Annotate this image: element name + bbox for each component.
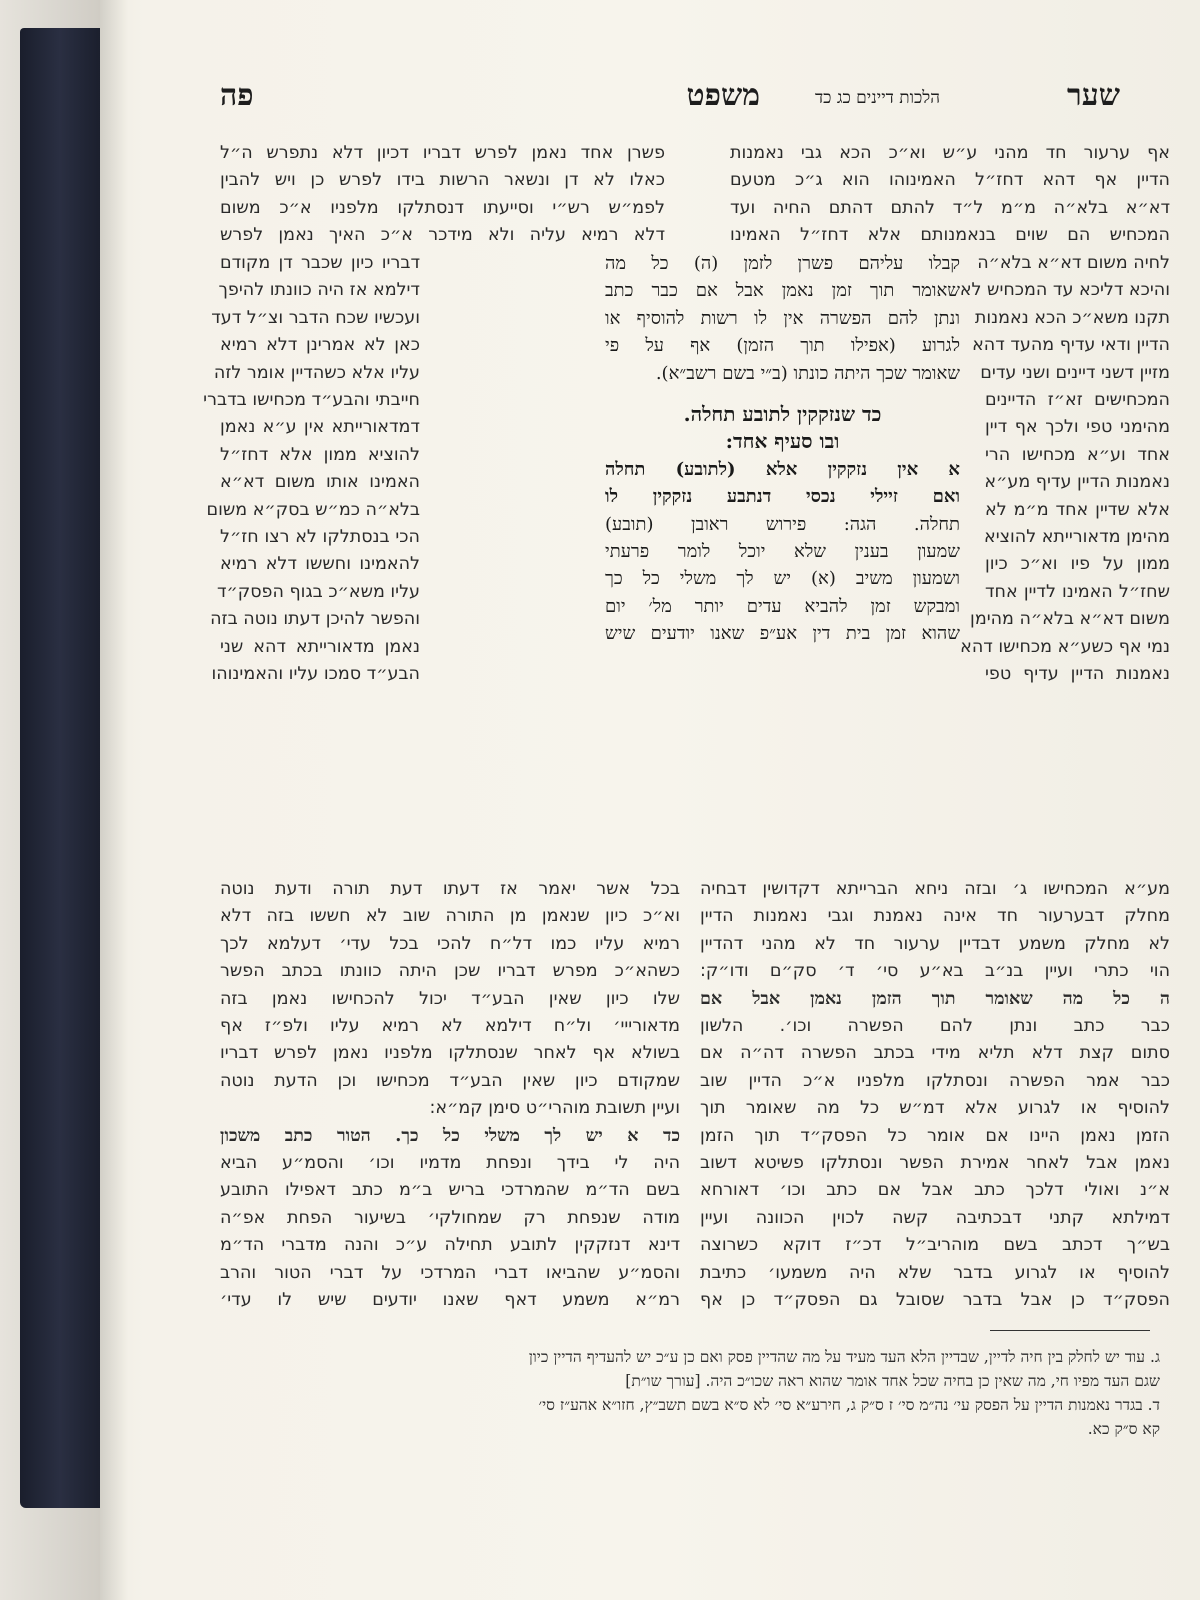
text-line: משום דא״א בלא״ה מהימן	[970, 609, 1170, 630]
text-line: היה לי בידך ונפחת מדמיו וכו׳ והסמ״ע הביא	[220, 1153, 680, 1174]
text-line: כבר כתב ונתן להם הפשרה וכו׳. הלשון	[700, 1016, 1170, 1037]
text-line: דמילתא קתני דבכתיבה קשה לכוין הכוונה ועיין	[700, 1207, 1170, 1228]
text-line: רמ״א משמע דאף שאנו יודעים שיש לו עדי׳	[220, 1290, 680, 1311]
text-line: סתום קצת דלא תליא מידי בכתב הפשרה דה״ה אם	[700, 1043, 1170, 1064]
book-page	[100, 0, 1200, 1600]
footnote-line: ג. עוד יש לחלק בין חיה לדיין, שבדיין הלא העד מעיד על מה שהדיין פסק ואם כן ע״כ יש להעדיף הדיין כיון	[528, 1348, 1160, 1366]
text-line: והסמ״ע שהביאו דברי המרדכי על דברי הטור והרב	[220, 1262, 680, 1283]
text-line: אלא שדיין אחד מ״מ לא	[985, 499, 1170, 520]
text-line: כשהא״כ מפרש דבריו שכן היתה כוונתו בכתב הפשר	[220, 961, 680, 982]
text-line: מחלק דבערעור חד אינה נאמנת וגבי נאמנות הדיין	[700, 906, 1170, 927]
text-line: כאלו לא דן ונשאר הרשות בידו לפרש כן ויש להבין	[220, 170, 665, 191]
page-header	[220, 78, 1120, 118]
text-line: שלו כיון שאין הבע״ד יכול להכחישו נאמן בזה	[220, 988, 680, 1009]
running-title-center: משפט	[686, 78, 760, 113]
text-line: א אין נזקקין אלא (לתובע) תחלה	[605, 458, 960, 480]
text-line: שאומר תוך זמן נאמן אבל אם כבר כתב	[605, 280, 960, 302]
text-line: מהימני טפי ולכך אף דיין	[985, 417, 1170, 438]
text-line: ושמעון משיב (א) יש לך משלי כל כך	[605, 568, 960, 590]
text-line: מודה שנפחת רק שמחולקי׳ בשיעור הפחת אפ״ה	[220, 1207, 680, 1228]
text-line: ומבקש זמן להביא עדים יותר מל׳ יום	[605, 595, 960, 617]
left-commentary-column	[203, 250, 420, 689]
text-line: שמעון בענין שלא יוכל לומר פרעתי	[605, 541, 960, 563]
text-line: קבלו עליהם פשרן לזמן (ה) כל מה	[605, 253, 960, 274]
text-line: ממון על פיו וא״כ כיון	[985, 554, 1170, 575]
text-line: לחיה משום דא״א בלא״ה	[977, 253, 1170, 273]
text-line: דא״א בלא״ה מ״מ ל״ד להתם דהתם החיה ועד	[730, 197, 1170, 218]
footnote-line: ד. בגדר נאמנות הדיין על הפסק עי׳ נה״מ סי׳ ז ס״ק ג, חירע״א סי׳ לא ס״א בשם תשב״ץ, חזו״א אהע״ז סי׳	[538, 1396, 1160, 1414]
text-line: נאמנות הדיין עדיף מע״א	[984, 472, 1170, 493]
text-line: לגרוע (אפילו תוך הזמן) אף על פי	[605, 335, 960, 357]
siman-subtitle: ובו סעיף אחד:	[725, 429, 840, 454]
text-line: פשרן אחד נאמן לפרש דבריו דכיון דלא נתפרש ה״ל	[220, 143, 665, 163]
text-line: נאמן אבל לאחר אמירת הפשר ונסתלקו פשיטא דשוב	[700, 1153, 1170, 1174]
text-line: עליו אלא כשהדיין אומר לזה	[213, 362, 420, 383]
text-line: הזמן נאמן היינו אם אומר כל הפסק״ד תוך הזמן	[700, 1125, 1170, 1146]
text-line: כד א יש לך משלי כל כך. הטור כתב משכון	[220, 1125, 680, 1146]
text-line: שמקודם כיון שאין הבע״ד מכחישו וכן הדעת נוטה	[220, 1070, 680, 1091]
running-subtitle: הלכות דיינים כג כד	[814, 88, 940, 108]
text-line: דינא דנזקקין לתובע תחילה ע״כ והנה מדברי הד״מ	[220, 1235, 680, 1256]
right-commentary-column	[959, 250, 1170, 689]
text-line: המכחישים זא״ז הדיינים	[985, 390, 1170, 411]
lower-left-commentary	[220, 876, 680, 1315]
text-line: אף ערעור חד מהני ע״ש וא״כ הכא גבי נאמנות	[730, 143, 1170, 163]
text-line: מדאורייי׳ ול״ח דילמא לא רמיא עליו ולפ״ז אף	[220, 1016, 680, 1037]
text-line: בכל אשר יאמר אז דעתו דעת תורה ודעת נוטה	[220, 879, 680, 899]
text-line: והיכא דליכא עד המכחיש לא	[959, 280, 1170, 301]
text-line: האמינו אותו משום דא״א	[220, 472, 420, 493]
text-line: דלא רמיא עליה ולא מידכר א״כ האיך נאמן לפרש	[220, 225, 665, 246]
text-line: בלא״ה כמ״ש בסק״א משום	[206, 499, 420, 520]
text-line: והפשר להיכן דעתו נוטה בזה	[210, 609, 420, 630]
page-number: פה	[220, 78, 254, 113]
text-line: מע״א המכחישו ג׳ ובזה ניחא הברייתא דקדושין דבחיה	[700, 879, 1170, 899]
text-line: הדיין אף דהא דחז״ל האמינוהו הוא ג״כ מטעם	[730, 170, 1170, 191]
text-line: שהוא זמן בית דין אע״פ שאנו יודעים שיש	[605, 623, 960, 645]
text-line: הוי כתרי ועיין בנ״ב בא״ע סי׳ ד׳ סק״ם ודו״ק:	[700, 961, 1170, 982]
top-right-commentary	[730, 140, 1170, 250]
text-line: דמדאורייתא אין ע״א נאמן	[220, 417, 420, 438]
text-line: ועכשיו שכח הדבר וצ״ל דעד	[211, 307, 420, 328]
text-line: בשם הד״מ שהמרדכי בריש ב״מ כתב דאפילו התובע	[220, 1180, 680, 1201]
text-line: נאמנות הדיין עדיף טפי	[985, 664, 1170, 685]
text-line: הדיין ודאי עדיף מהעד דהא	[972, 335, 1170, 356]
text-line: וא״כ כיון שנאמן מן התורה שוב לא חששו בזה דלא	[220, 906, 680, 927]
text-line: כבר אמר הפשרה ונסתלקו מלפניו א״כ הדיין שוב	[700, 1070, 1170, 1091]
text-line: בש״ך דכתב בשם מוהריב״ל דכ״ז דוקא כשרוצה	[700, 1235, 1170, 1256]
text-line: שחז״ל האמינו לדיין אחד	[985, 581, 1170, 602]
footnotes	[120, 1345, 1160, 1441]
text-line: תקנו משא״כ הכא נאמנות	[974, 307, 1170, 328]
footnote-line: שגם העד מפיו חי, מה שאין כן בחיה שכל אחד אומר שהוא ראה שכו״כ היה. [עורך שו״ת]	[625, 1372, 1160, 1390]
text-line: להוסיף או לגרוע בדבר שלא היה משמעו׳ כתיבת	[700, 1262, 1170, 1283]
text-line: ואם זיילי נכסי דנתבע נזקקין לו	[605, 486, 960, 508]
text-line: תחלה. הגה: פירוש ראובן (תובע)	[605, 513, 960, 535]
text-line: כאן לא אמרינן דלא רמיא	[220, 335, 420, 356]
text-line: דילמא אז היה כוונתו להיפך	[218, 280, 420, 301]
text-line: בשולא אף לאחר שנסתלקו מלפניו נאמן לפרש דבריו	[220, 1043, 680, 1064]
siman-title: כד שנזקקין לתובע תחלה.	[683, 402, 882, 427]
text-line: מזיין דשני דיינים ושני עדים	[980, 362, 1170, 383]
text-line: חייבתי והבע״ד מכחישו בדברי	[203, 390, 420, 411]
text-line: ועיין תשובת מוהרי״ט סימן קמ״א:	[429, 1098, 680, 1119]
text-line: מהימן מדאורייתא להוציא	[984, 527, 1170, 548]
text-line: שאומר שכך היתה כונתו (ב״י בשם רשב״א).	[655, 362, 960, 384]
text-line: להאמינו וחששו דלא רמיא	[220, 554, 420, 575]
text-line: ה כל מה שאומר תוך הזמן נאמן אבל אם	[700, 988, 1170, 1009]
text-line: נמי אף כשע״א מכחישו דהא	[960, 636, 1170, 657]
book-cover	[20, 28, 100, 1508]
text-line: להוציא ממון אלא דחז״ל	[220, 444, 420, 465]
text-line: לפמ״ש רש״י וסייעתו דנסתלקו מלפניו א״כ משום	[220, 197, 665, 218]
footnote-rule	[990, 1330, 1150, 1331]
footnote-line: קא ס״ק כא.	[1087, 1420, 1160, 1438]
text-line: אחד וע״א מכחישו הרי	[985, 444, 1170, 465]
lower-right-commentary	[700, 876, 1170, 1315]
running-title-right: שער	[1067, 78, 1120, 113]
text-line: הפסק״ד כן אבל בדבר שסובל גם הפסק״ד כן אף	[700, 1290, 1170, 1311]
text-line: הכי בנסתלקו לא רצו חז״ל	[220, 527, 420, 548]
main-text-column	[605, 250, 960, 648]
text-line: עליו משא״כ בגוף הפסק״ד	[216, 581, 420, 602]
text-line: דבריו כיון שכבר דן מקודם	[220, 253, 420, 273]
text-line: הבע״ד סמכו עליו והאמינוהו	[211, 664, 420, 685]
text-line: המכחיש הם שוים בנאמנותם אלא דחז״ל האמינו	[730, 225, 1170, 246]
text-line: ונתן להם הפשרה אין לו רשות להוסיף או	[605, 307, 960, 329]
top-left-commentary	[220, 140, 665, 250]
text-line: רמיא עליו כמו דל״ח להכי בכל עדי׳ דעלמא לכך	[220, 933, 680, 954]
text-line: לא מחלק משמע דבדיין ערעור חד לא מהני דהדיין	[700, 933, 1170, 954]
text-line: א״נ ואולי דלכך כתב אבל אם כתב וכו׳ דאורחא	[700, 1180, 1170, 1201]
text-line: נאמן מדאורייתא דהא שני	[220, 636, 420, 657]
text-line: להוסיף או לגרוע אלא דמ״ש כל מה שאומר תוך	[700, 1098, 1170, 1119]
